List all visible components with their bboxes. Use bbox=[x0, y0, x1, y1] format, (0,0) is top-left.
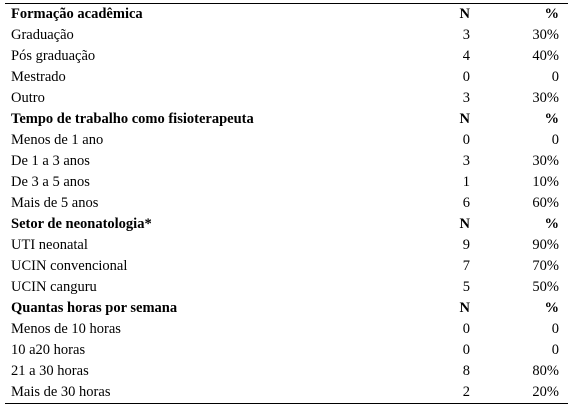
row-label: De 3 a 5 anos bbox=[11, 174, 90, 190]
table-row bbox=[5, 256, 568, 277]
row-count: 3 bbox=[462, 27, 470, 43]
row-label: UTI neonatal bbox=[11, 237, 88, 253]
data-table bbox=[5, 3, 568, 404]
section-title: Quantas horas por semana bbox=[11, 300, 178, 316]
row-percent: 60% bbox=[532, 195, 559, 211]
table-row bbox=[5, 151, 568, 172]
row-percent: 90% bbox=[532, 237, 559, 253]
row-count: 9 bbox=[462, 237, 470, 253]
table-row bbox=[5, 46, 568, 67]
section-header-row bbox=[5, 298, 568, 319]
row-count: 3 bbox=[462, 90, 470, 106]
row-percent: 50% bbox=[532, 279, 559, 295]
n-column-header: N bbox=[459, 111, 470, 127]
row-count: 7 bbox=[462, 258, 470, 274]
row-label: Graduação bbox=[11, 27, 74, 43]
table-row bbox=[5, 277, 568, 298]
row-label: UCIN canguru bbox=[11, 279, 97, 295]
table-row bbox=[5, 172, 568, 193]
row-count: 4 bbox=[462, 48, 470, 64]
n-column-header: N bbox=[459, 216, 470, 232]
section-header-row bbox=[5, 109, 568, 130]
percent-column-header: % bbox=[544, 111, 559, 127]
row-label: UCIN convencional bbox=[11, 258, 128, 274]
row-label: Menos de 10 horas bbox=[11, 321, 121, 337]
percent-column-header: % bbox=[544, 216, 559, 232]
row-label: Mais de 30 horas bbox=[5, 382, 410, 404]
table-row bbox=[5, 25, 568, 46]
row-label: Mestrado bbox=[11, 69, 66, 85]
row-count: 5 bbox=[462, 279, 470, 295]
table-row bbox=[5, 361, 568, 382]
table-row bbox=[5, 319, 568, 340]
row-count: 1 bbox=[462, 174, 470, 190]
section-title: Formação acadêmica bbox=[5, 4, 410, 26]
percent-column-header: % bbox=[544, 300, 559, 316]
row-count: 0 bbox=[462, 321, 470, 337]
section-header-row bbox=[5, 214, 568, 235]
row-percent: 0 bbox=[551, 342, 559, 358]
row-label: De 1 a 3 anos bbox=[11, 153, 90, 169]
row-percent: 80% bbox=[532, 363, 559, 379]
row-count: 6 bbox=[462, 195, 470, 211]
section-title: Setor de neonatologia* bbox=[11, 216, 152, 232]
row-percent: 20% bbox=[476, 382, 568, 404]
row-percent: 0 bbox=[551, 321, 559, 337]
row-percent: 10% bbox=[532, 174, 559, 190]
row-label: Pós graduação bbox=[11, 48, 96, 64]
row-label: Mais de 5 anos bbox=[11, 195, 99, 211]
row-label: Menos de 1 ano bbox=[11, 132, 104, 148]
section-title: Tempo de trabalho como fisioterapeuta bbox=[11, 111, 254, 127]
row-percent: 0 bbox=[551, 69, 559, 85]
row-percent: 70% bbox=[532, 258, 559, 274]
row-percent: 0 bbox=[551, 132, 559, 148]
n-column-header: N bbox=[410, 4, 476, 26]
table-row bbox=[5, 340, 568, 361]
table-row bbox=[5, 382, 568, 404]
n-column-header: N bbox=[459, 300, 470, 316]
table-row bbox=[5, 235, 568, 256]
table-row bbox=[5, 67, 568, 88]
row-count: 0 bbox=[462, 132, 470, 148]
table-row bbox=[5, 130, 568, 151]
row-count: 0 bbox=[462, 69, 470, 85]
row-count: 2 bbox=[410, 382, 476, 404]
row-count: 8 bbox=[462, 363, 470, 379]
section-header-row bbox=[5, 4, 568, 26]
row-percent: 40% bbox=[532, 48, 559, 64]
row-percent: 30% bbox=[532, 90, 559, 106]
row-label: 21 a 30 horas bbox=[11, 363, 89, 379]
row-count: 0 bbox=[462, 342, 470, 358]
table-row bbox=[5, 193, 568, 214]
row-count: 3 bbox=[462, 153, 470, 169]
row-label: 10 a20 horas bbox=[11, 342, 86, 358]
row-label: Outro bbox=[11, 90, 45, 106]
percent-column-header: % bbox=[476, 4, 568, 26]
table-row bbox=[5, 88, 568, 109]
row-percent: 30% bbox=[532, 27, 559, 43]
table-body bbox=[5, 4, 568, 404]
row-percent: 30% bbox=[532, 153, 559, 169]
